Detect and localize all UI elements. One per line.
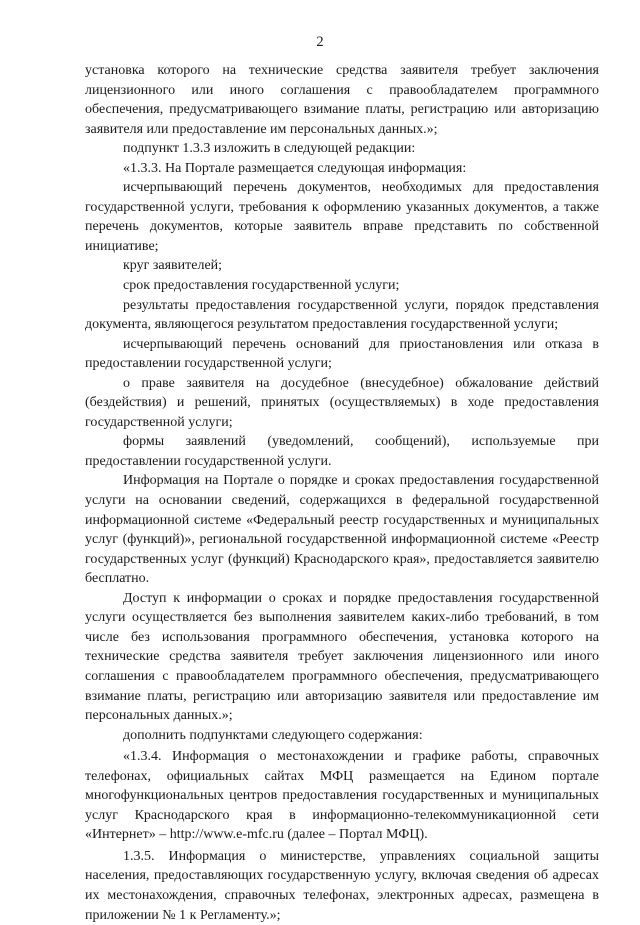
paragraph-applicants: круг заявителей; [123, 258, 223, 274]
paragraph-clause-1-3-5: 1.3.5. Информация о министерстве, управлениях социальной защиты населения, предоставляющих государственную услугу, включая сведения об адресах их местонахождения, справочных телефонах, электронных адресах, размещена в приложении № 1 к Регламенту.»; [85, 848, 599, 923]
paragraph-subitem-instruction: подпункт 1.3.3 изложить в следующей редакции: [123, 141, 416, 157]
paragraph-continuation: установка которого на технические средства заявителя требует заключения лицензионного или иного соглашения с правообладателем программного обеспечения, предусматривающего взимание платы, регистрацию или авторизацию заявителя или предоставление им персональных данных.»; [85, 63, 599, 137]
paragraph-clause-1-3-3: «1.3.3. На Портале размещается следующая информация: [123, 160, 467, 176]
paragraph-clause-1-3-4: «1.3.4. Информация о местонахождении и графике работы, справочных телефонах, официальных сайтах МФЦ размещается на Едином портале многофункциональных центров предоставления государственных и муниципальных услуг Краснодарского края в информационно-телекоммуникационной сети «Интернет» – http://www.e-mfc.ru (далее – Портал МФЦ). [85, 749, 599, 843]
paragraph-access: Доступ к информации о сроках и порядке предоставления государственной услуги осуществляется без выполнения заявителем каких-либо требований, в том числе без использования программного обеспечения, установка которого на технические средства заявителя требует заключения лицензионного или иного соглашения с правообладателем программного обеспечения, предусматривающего взимание платы, регистрацию или авторизацию заявителя или предоставление им персональных данных.»; [85, 590, 599, 724]
document-body [85, 61, 599, 925]
page-number: 2 [316, 34, 324, 50]
paragraph-appeal-right: о праве заявителя на досудебное (внесудебное) обжалование действий (бездействия) и решений, принятых (осуществляемых) в ходе предоставления государственной услуги; [85, 375, 599, 430]
paragraph-add-subitems: дополнить подпунктами следующего содержания: [123, 727, 423, 743]
paragraph-application-forms: формы заявлений (уведомлений, сообщений), используемые при предоставлении государственной услуги. [85, 434, 599, 469]
paragraph-results: результаты предоставления государственной услуги, порядок представления документа, являющегося результатом предоставления государственной услуги; [85, 297, 599, 333]
paragraph-documents-list: исчерпывающий перечень документов, необходимых для предоставления государственной услуги, требования к оформлению указанных документов, а также перечень документов, которые заявитель вправе представить по собственной инициативе; [85, 180, 599, 254]
paragraph-service-term: срок предоставления государственной услуги; [123, 278, 400, 294]
paragraph-refusal-grounds: исчерпывающий перечень оснований для приостановления или отказа в предоставлении государственной услуги; [85, 336, 599, 372]
paragraph-portal-info: Информация на Портале о порядке и сроках предоставления государственной услуги на основании сведений, содержащихся в федеральной государственной информационной системе «Федеральный реестр государственных и муниципальных услуг (функций)», региональной государственной информационной системе «Реестр государственных услуг (функций) Краснодарского края», предоставляется заявителю бесплатно. [85, 473, 599, 587]
